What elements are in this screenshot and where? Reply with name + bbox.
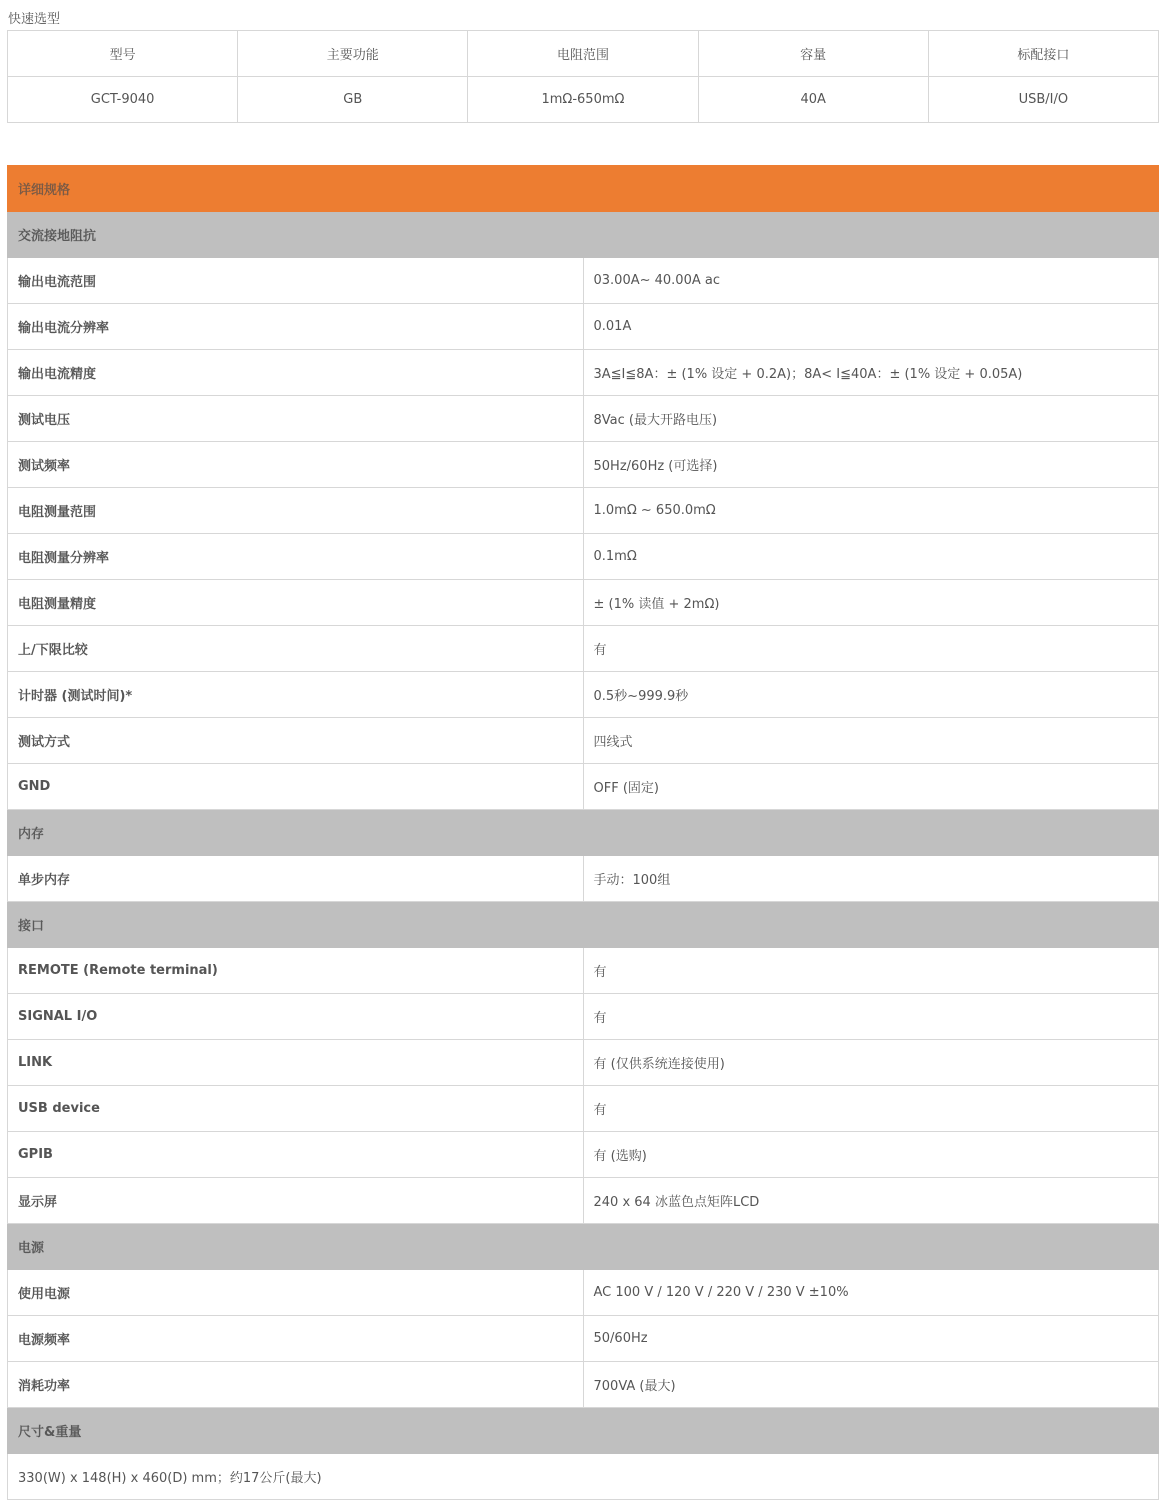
spec-row	[8, 1362, 1159, 1408]
spec-value: 有 (仅供系统连接使用)	[583, 1040, 1159, 1086]
quick-select-title: 快速选型	[8, 12, 61, 27]
spec-label: 测试频率	[8, 442, 584, 488]
spec-row	[8, 1316, 1159, 1362]
spec-row	[8, 304, 1159, 350]
spec-value: 四线式	[583, 718, 1159, 764]
spec-title-row	[8, 166, 1159, 212]
value-capacity: 40A	[698, 77, 928, 123]
spec-row	[8, 1086, 1159, 1132]
spec-title: 详细规格	[8, 166, 1159, 212]
spec-label: GND	[8, 764, 584, 810]
detailed-spec-table	[7, 165, 1159, 1500]
spec-row	[8, 442, 1159, 488]
spec-row	[8, 856, 1159, 902]
spec-full-row	[8, 1454, 1159, 1500]
spec-row	[8, 672, 1159, 718]
section-heading-row	[8, 212, 1159, 258]
header-standard-interface: 标配接口	[928, 31, 1158, 77]
spec-label: SIGNAL I/O	[8, 994, 584, 1040]
spec-value: 50Hz/60Hz (可选择)	[583, 442, 1159, 488]
section-heading: 内存	[8, 810, 1159, 856]
value-model: GCT-9040	[8, 77, 238, 123]
header-resistance-range: 电阻范围	[468, 31, 698, 77]
spec-row	[8, 626, 1159, 672]
spec-label: REMOTE (Remote terminal)	[8, 948, 584, 994]
spec-label: 计时器 (测试时间)*	[8, 672, 584, 718]
spec-value: 8Vac (最大开路电压)	[583, 396, 1159, 442]
spec-value: 有	[583, 1086, 1159, 1132]
spec-label: 显示屏	[8, 1178, 584, 1224]
spec-value: 手动：100组	[583, 856, 1159, 902]
section-heading: 交流接地阻抗	[8, 212, 1159, 258]
spec-label: GPIB	[8, 1132, 584, 1178]
spec-label: 消耗功率	[8, 1362, 584, 1408]
value-standard-interface: USB/I/O	[928, 77, 1158, 123]
spec-value: 0.1mΩ	[583, 534, 1159, 580]
spec-value: 有 (选购)	[583, 1132, 1159, 1178]
spec-row	[8, 396, 1159, 442]
spec-label: 电阻测量精度	[8, 580, 584, 626]
section-heading-row	[8, 902, 1159, 948]
spec-row	[8, 718, 1159, 764]
value-resistance-range: 1mΩ-650mΩ	[468, 77, 698, 123]
spec-label: 输出电流范围	[8, 258, 584, 304]
spec-value: 3A≦I≦8A：± (1% 设定 + 0.2A)；8A< I≦40A：± (1% 设定 + 0.05A)	[583, 350, 1159, 396]
spec-row	[8, 1132, 1159, 1178]
spec-label: 测试方式	[8, 718, 584, 764]
spec-value: 0.5秒~999.9秒	[583, 672, 1159, 718]
header-main-function: 主要功能	[238, 31, 468, 77]
spec-row	[8, 580, 1159, 626]
spec-value: 50/60Hz	[583, 1316, 1159, 1362]
spec-label: USB device	[8, 1086, 584, 1132]
spec-label: 电源频率	[8, 1316, 584, 1362]
spec-row	[8, 258, 1159, 304]
spec-label: LINK	[8, 1040, 584, 1086]
section-heading: 电源	[8, 1224, 1159, 1270]
spec-row	[8, 948, 1159, 994]
spec-row	[8, 1040, 1159, 1086]
header-capacity: 容量	[698, 31, 928, 77]
section-heading: 尺寸&重量	[8, 1408, 1159, 1454]
spec-label: 上/下限比较	[8, 626, 584, 672]
spec-row	[8, 534, 1159, 580]
spec-value: AC 100 V / 120 V / 220 V / 230 V ±10%	[583, 1270, 1159, 1316]
spec-label: 测试电压	[8, 396, 584, 442]
spec-label: 电阻测量范围	[8, 488, 584, 534]
spec-label: 输出电流分辨率	[8, 304, 584, 350]
spec-row	[8, 350, 1159, 396]
spec-label: 使用电源	[8, 1270, 584, 1316]
spec-value: ± (1% 读值 + 2mΩ)	[583, 580, 1159, 626]
spec-row	[8, 1270, 1159, 1316]
spec-row	[8, 488, 1159, 534]
section-heading-row	[8, 1408, 1159, 1454]
spec-label: 输出电流精度	[8, 350, 584, 396]
quick-select-value-row	[8, 77, 1159, 123]
spec-value: 有	[583, 948, 1159, 994]
spec-row	[8, 1178, 1159, 1224]
value-main-function: GB	[238, 77, 468, 123]
quick-select-header-row	[8, 31, 1159, 77]
spec-value: 有	[583, 994, 1159, 1040]
spec-value: 有	[583, 626, 1159, 672]
section-heading-row	[8, 810, 1159, 856]
spec-full-value: 330(W) x 148(H) x 460(D) mm；约17公斤(最大)	[8, 1454, 1159, 1500]
section-heading: 接口	[8, 902, 1159, 948]
spec-value: 240 x 64 冰蓝色点矩阵LCD	[583, 1178, 1159, 1224]
spec-label: 单步内存	[8, 856, 584, 902]
spec-row	[8, 994, 1159, 1040]
spec-label: 电阻测量分辨率	[8, 534, 584, 580]
section-heading-row	[8, 1224, 1159, 1270]
quick-select-table	[7, 30, 1159, 123]
header-model: 型号	[8, 31, 238, 77]
spec-value: 03.00A~ 40.00A ac	[583, 258, 1159, 304]
spec-row	[8, 764, 1159, 810]
spec-value: 1.0mΩ ~ 650.0mΩ	[583, 488, 1159, 534]
spec-value: 700VA (最大)	[583, 1362, 1159, 1408]
spec-value: OFF (固定)	[583, 764, 1159, 810]
spec-value: 0.01A	[583, 304, 1159, 350]
